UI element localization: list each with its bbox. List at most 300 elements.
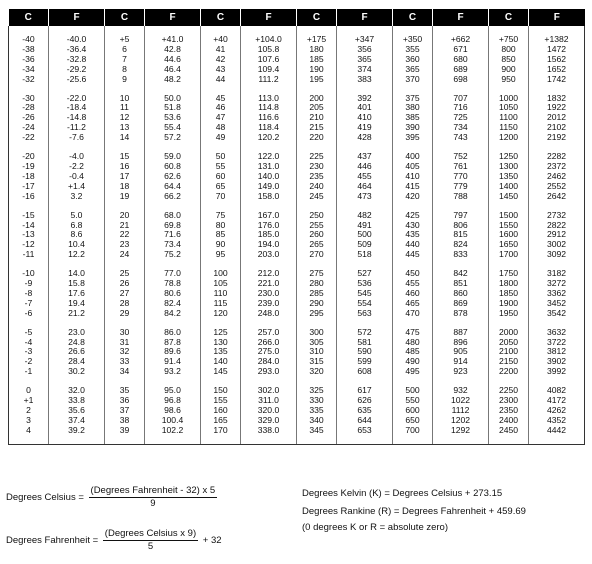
fahrenheit-cell: 140.0: [241, 172, 297, 182]
table-row: [9, 85, 585, 104]
fahrenheit-cell: 89.6: [145, 347, 201, 357]
fahrenheit-cell: 30.2: [49, 367, 105, 377]
celsius-cell: 300: [297, 319, 337, 338]
celsius-cell: 440: [393, 240, 433, 250]
celsius-cell: 48: [201, 123, 241, 133]
table-row: [9, 192, 585, 202]
celsius-cell: 245: [297, 192, 337, 202]
celsius-cell: -15: [9, 202, 49, 221]
table-row: [9, 55, 585, 65]
fahrenheit-cell: -4.0: [49, 143, 105, 162]
celsius-cell: 270: [297, 250, 337, 260]
celsius-cell: 38: [105, 416, 145, 426]
fahrenheit-cell: 2282: [529, 143, 585, 162]
celsius-cell: -3: [9, 347, 49, 357]
fahrenheit-cell: 2642: [529, 192, 585, 202]
fahrenheit-cell: 446: [337, 162, 393, 172]
celsius-cell: 305: [297, 338, 337, 348]
celsius-formula: [6, 485, 219, 510]
fahrenheit-cell: 761: [433, 162, 489, 172]
fahrenheit-cell: 8.6: [49, 230, 105, 240]
celsius-cell: 800: [489, 45, 529, 55]
celsius-cell: 47: [201, 113, 241, 123]
fahrenheit-cell: 896: [433, 338, 489, 348]
fahrenheit-cell: 212.0: [241, 260, 297, 279]
fahrenheit-cell: 374: [337, 65, 393, 75]
fahrenheit-cell: 44.6: [145, 55, 201, 65]
celsius-cell: 20: [105, 202, 145, 221]
celsius-cell: -19: [9, 162, 49, 172]
fahrenheit-cell: 2192: [529, 133, 585, 143]
celsius-cell: 2150: [489, 357, 529, 367]
celsius-cell: 17: [105, 172, 145, 182]
fahrenheit-cell: 383: [337, 75, 393, 85]
celsius-cell: 95: [201, 250, 241, 260]
fahrenheit-cell: 860: [433, 289, 489, 299]
celsius-cell: 255: [297, 221, 337, 231]
fahrenheit-cell: 248.0: [241, 309, 297, 319]
celsius-cell: -4: [9, 338, 49, 348]
fahrenheit-cell: -32.8: [49, 55, 105, 65]
fahrenheit-cell: 644: [337, 416, 393, 426]
header-cell: C: [9, 9, 49, 26]
celsius-cell: +750: [489, 26, 529, 45]
celsius-cell: 1800: [489, 279, 529, 289]
fahrenheit-cell: 788: [433, 192, 489, 202]
table-row: [9, 250, 585, 260]
fahrenheit-numerator: (Degrees Celsius x 9): [104, 528, 197, 539]
table-row: [9, 26, 585, 45]
celsius-cell: 0: [9, 377, 49, 396]
celsius-cell: 415: [393, 182, 433, 192]
celsius-cell: 400: [393, 143, 433, 162]
fahrenheit-cell: 82.4: [145, 299, 201, 309]
fahrenheit-cell: 1922: [529, 103, 585, 113]
table-spacer-cell: [201, 436, 241, 445]
fahrenheit-cell: 1562: [529, 55, 585, 65]
celsius-cell: 26: [105, 279, 145, 289]
celsius-cell: 25: [105, 260, 145, 279]
fahrenheit-cell: 131.0: [241, 162, 297, 172]
fahrenheit-cell: 329.0: [241, 416, 297, 426]
fahrenheit-cell: 48.2: [145, 75, 201, 85]
fahrenheit-cell: 37.4: [49, 416, 105, 426]
fahrenheit-cell: 302.0: [241, 377, 297, 396]
fahrenheit-cell: 93.2: [145, 367, 201, 377]
header-cell: C: [105, 9, 145, 26]
celsius-cell: 850: [489, 55, 529, 65]
fahrenheit-cell: 563: [337, 309, 393, 319]
fahrenheit-cell: 116.6: [241, 113, 297, 123]
celsius-cell: 390: [393, 123, 433, 133]
fahrenheit-cell: 464: [337, 182, 393, 192]
celsius-cell: 1500: [489, 202, 529, 221]
fahrenheit-cell: 2552: [529, 182, 585, 192]
fahrenheit-cell: 743: [433, 133, 489, 143]
celsius-cell: 490: [393, 357, 433, 367]
celsius-cell: 6: [105, 45, 145, 55]
celsius-cell: 460: [393, 289, 433, 299]
fahrenheit-cell: 66.2: [145, 192, 201, 202]
fahrenheit-cell: 95.0: [145, 377, 201, 396]
temperature-conversion-table: [8, 9, 585, 445]
celsius-cell: 260: [297, 230, 337, 240]
celsius-cell: 225: [297, 143, 337, 162]
celsius-cell: 34: [105, 367, 145, 377]
fahrenheit-cell: 851: [433, 279, 489, 289]
fahrenheit-cell: 5.0: [49, 202, 105, 221]
fahrenheit-cell: 158.0: [241, 192, 297, 202]
fahrenheit-cell: +347: [337, 26, 393, 45]
celsius-cell: -14: [9, 221, 49, 231]
fahrenheit-cell: 3.2: [49, 192, 105, 202]
celsius-cell: 36: [105, 396, 145, 406]
table-row: [9, 319, 585, 338]
celsius-cell: -18: [9, 172, 49, 182]
fahrenheit-cell: -25.6: [49, 75, 105, 85]
celsius-cell: 32: [105, 347, 145, 357]
fahrenheit-cell: 320.0: [241, 406, 297, 416]
fahrenheit-cell: 545: [337, 289, 393, 299]
celsius-cell: 19: [105, 192, 145, 202]
table-spacer-cell: [489, 436, 529, 445]
celsius-cell: 195: [297, 75, 337, 85]
celsius-denominator: 9: [150, 498, 156, 509]
fahrenheit-cell: 10.4: [49, 240, 105, 250]
celsius-cell: 41: [201, 45, 241, 55]
fahrenheit-cell: 2912: [529, 230, 585, 240]
celsius-cell: +350: [393, 26, 433, 45]
celsius-cell: 30: [105, 319, 145, 338]
celsius-cell: +1: [9, 396, 49, 406]
celsius-cell: +175: [297, 26, 337, 45]
fahrenheit-cell: 3542: [529, 309, 585, 319]
celsius-cell: -10: [9, 260, 49, 279]
fahrenheit-cell: 284.0: [241, 357, 297, 367]
celsius-cell: 42: [201, 55, 241, 65]
celsius-cell: 365: [393, 65, 433, 75]
celsius-cell: -40: [9, 26, 49, 45]
fahrenheit-cell: 3812: [529, 347, 585, 357]
fahrenheit-cell: 221.0: [241, 279, 297, 289]
celsius-cell: 37: [105, 406, 145, 416]
fahrenheit-cell: 105.8: [241, 45, 297, 55]
fahrenheit-cell: 509: [337, 240, 393, 250]
fahrenheit-cell: 60.8: [145, 162, 201, 172]
celsius-cell: 500: [393, 377, 433, 396]
fahrenheit-fraction: [103, 528, 198, 553]
fahrenheit-cell: 107.6: [241, 55, 297, 65]
fahrenheit-cell: 78.8: [145, 279, 201, 289]
fahrenheit-cell: 3452: [529, 299, 585, 309]
celsius-cell: 2100: [489, 347, 529, 357]
fahrenheit-cell: 842: [433, 260, 489, 279]
fahrenheit-cell: 111.2: [241, 75, 297, 85]
fahrenheit-cell: 815: [433, 230, 489, 240]
fahrenheit-cell: 3632: [529, 319, 585, 338]
fahrenheit-cell: 59.0: [145, 143, 201, 162]
fahrenheit-cell: 806: [433, 221, 489, 231]
celsius-cell: 1100: [489, 113, 529, 123]
fahrenheit-cell: 4352: [529, 416, 585, 426]
fahrenheit-cell: 2732: [529, 202, 585, 221]
fahrenheit-cell: 86.0: [145, 319, 201, 338]
fahrenheit-cell: 716: [433, 103, 489, 113]
fahrenheit-cell: 12.2: [49, 250, 105, 260]
celsius-cell: 465: [393, 299, 433, 309]
fahrenheit-cell: 707: [433, 85, 489, 104]
fahrenheit-cell: 32.0: [49, 377, 105, 396]
header-cell: F: [529, 9, 585, 26]
celsius-cell: -13: [9, 230, 49, 240]
celsius-cell: 1900: [489, 299, 529, 309]
fahrenheit-cell: 887: [433, 319, 489, 338]
fahrenheit-formula: [6, 528, 222, 553]
celsius-cell: +40: [201, 26, 241, 45]
table-spacer-cell: [49, 436, 105, 445]
fahrenheit-cell: 410: [337, 113, 393, 123]
fahrenheit-cell: 491: [337, 221, 393, 231]
fahrenheit-cell: 149.0: [241, 182, 297, 192]
celsius-cell: 43: [201, 65, 241, 75]
header-cell: F: [337, 9, 393, 26]
fahrenheit-cell: 28.4: [49, 357, 105, 367]
table-spacer-cell: [241, 436, 297, 445]
celsius-cell: 28: [105, 299, 145, 309]
celsius-cell: 8: [105, 65, 145, 75]
celsius-cell: 235: [297, 172, 337, 182]
celsius-cell: 110: [201, 289, 241, 299]
celsius-cell: -11: [9, 250, 49, 260]
rankine-formula: Degrees Rankine (R) = Degrees Fahrenheit + 459.69: [302, 506, 526, 517]
celsius-cell: -5: [9, 319, 49, 338]
celsius-cell: -1: [9, 367, 49, 377]
celsius-cell: 130: [201, 338, 241, 348]
celsius-cell: 450: [393, 260, 433, 279]
fahrenheit-cell: 779: [433, 182, 489, 192]
celsius-cell: 600: [393, 406, 433, 416]
fahrenheit-cell: +104.0: [241, 26, 297, 45]
celsius-cell: 410: [393, 172, 433, 182]
fahrenheit-cell: 698: [433, 75, 489, 85]
table-row: [9, 113, 585, 123]
celsius-cell: 125: [201, 319, 241, 338]
celsius-cell: -32: [9, 75, 49, 85]
fahrenheit-cell: 869: [433, 299, 489, 309]
table-spacer-cell: [105, 436, 145, 445]
fahrenheit-cell: 62.6: [145, 172, 201, 182]
fahrenheit-cell: -36.4: [49, 45, 105, 55]
celsius-cell: 33: [105, 357, 145, 367]
celsius-cell: 11: [105, 103, 145, 113]
celsius-cell: 280: [297, 279, 337, 289]
celsius-cell: 335: [297, 406, 337, 416]
fahrenheit-cell: 57.2: [145, 133, 201, 143]
celsius-numerator: (Degrees Fahrenheit - 32) x 5: [90, 485, 216, 496]
celsius-cell: 240: [297, 182, 337, 192]
fahrenheit-cell: 3992: [529, 367, 585, 377]
fahrenheit-cell: 473: [337, 192, 393, 202]
celsius-cell: 2250: [489, 377, 529, 396]
celsius-cell: 1950: [489, 309, 529, 319]
celsius-cell: 290: [297, 299, 337, 309]
fahrenheit-cell: 554: [337, 299, 393, 309]
fahrenheit-cell: 356: [337, 45, 393, 55]
fahrenheit-denominator: 5: [147, 541, 154, 552]
fahrenheit-formula-tail: + 32: [202, 535, 222, 547]
fahrenheit-cell: -0.4: [49, 172, 105, 182]
celsius-cell: -16: [9, 192, 49, 202]
celsius-cell: 425: [393, 202, 433, 221]
celsius-cell: 360: [393, 55, 433, 65]
fahrenheit-cell: 73.4: [145, 240, 201, 250]
celsius-cell: 16: [105, 162, 145, 172]
fahrenheit-cell: 2822: [529, 221, 585, 231]
fahrenheit-cell: 102.2: [145, 426, 201, 436]
fahrenheit-cell: 824: [433, 240, 489, 250]
fahrenheit-cell: 55.4: [145, 123, 201, 133]
fahrenheit-cell: 752: [433, 143, 489, 162]
celsius-cell: 395: [393, 133, 433, 143]
fahrenheit-cell: 230.0: [241, 289, 297, 299]
fahrenheit-formula-label: Degrees Fahrenheit =: [6, 535, 99, 547]
celsius-cell: 1750: [489, 260, 529, 279]
celsius-cell: -34: [9, 65, 49, 75]
fahrenheit-cell: 680: [433, 55, 489, 65]
fahrenheit-cell: 239.0: [241, 299, 297, 309]
fahrenheit-cell: 257.0: [241, 319, 297, 338]
celsius-cell: 45: [201, 85, 241, 104]
celsius-cell: 485: [393, 347, 433, 357]
celsius-cell: 80: [201, 221, 241, 231]
celsius-cell: 1450: [489, 192, 529, 202]
celsius-cell: 1400: [489, 182, 529, 192]
fahrenheit-cell: 770: [433, 172, 489, 182]
table-spacer-cell: [297, 436, 337, 445]
celsius-cell: 35: [105, 377, 145, 396]
celsius-cell: 495: [393, 367, 433, 377]
celsius-cell: -17: [9, 182, 49, 192]
fahrenheit-cell: 2372: [529, 162, 585, 172]
celsius-cell: 22: [105, 230, 145, 240]
table-row: [9, 75, 585, 85]
fahrenheit-cell: 98.6: [145, 406, 201, 416]
celsius-cell: 345: [297, 426, 337, 436]
table-spacer-cell: [145, 436, 201, 445]
celsius-cell: 330: [297, 396, 337, 406]
kelvin-formula: Degrees Kelvin (K) = Degrees Celsius + 273.15: [302, 488, 503, 499]
fahrenheit-cell: 734: [433, 123, 489, 133]
fahrenheit-cell: 176.0: [241, 221, 297, 231]
celsius-cell: 205: [297, 103, 337, 113]
celsius-cell: 60: [201, 172, 241, 182]
table-row: [9, 367, 585, 377]
celsius-cell: 24: [105, 250, 145, 260]
fahrenheit-cell: 572: [337, 319, 393, 338]
celsius-cell: 340: [297, 416, 337, 426]
celsius-cell: 2000: [489, 319, 529, 338]
fahrenheit-cell: 4172: [529, 396, 585, 406]
fahrenheit-cell: 2102: [529, 123, 585, 133]
celsius-cell: 295: [297, 309, 337, 319]
celsius-cell: 49: [201, 133, 241, 143]
celsius-cell: 180: [297, 45, 337, 55]
fahrenheit-cell: -29.2: [49, 65, 105, 75]
celsius-cell: -7: [9, 299, 49, 309]
header-cell: F: [145, 9, 201, 26]
fahrenheit-cell: 167.0: [241, 202, 297, 221]
celsius-cell: 23: [105, 240, 145, 250]
celsius-cell: 9: [105, 75, 145, 85]
table-spacer-cell: [433, 436, 489, 445]
celsius-cell: 325: [297, 377, 337, 396]
fahrenheit-cell: 2012: [529, 113, 585, 123]
fahrenheit-cell: 87.8: [145, 338, 201, 348]
celsius-cell: -24: [9, 123, 49, 133]
celsius-cell: -28: [9, 103, 49, 113]
celsius-cell: 475: [393, 319, 433, 338]
celsius-cell: 1350: [489, 172, 529, 182]
fahrenheit-cell: 1832: [529, 85, 585, 104]
fahrenheit-cell: 23.0: [49, 319, 105, 338]
celsius-cell: -36: [9, 55, 49, 65]
fahrenheit-cell: 114.8: [241, 103, 297, 113]
fahrenheit-cell: -2.2: [49, 162, 105, 172]
celsius-cell: 315: [297, 357, 337, 367]
celsius-cell: 29: [105, 309, 145, 319]
fahrenheit-cell: 1112: [433, 406, 489, 416]
fahrenheit-cell: 26.6: [49, 347, 105, 357]
celsius-cell: 950: [489, 75, 529, 85]
fahrenheit-cell: 3722: [529, 338, 585, 348]
celsius-cell: -12: [9, 240, 49, 250]
fahrenheit-cell: 68.0: [145, 202, 201, 221]
fahrenheit-cell: 39.2: [49, 426, 105, 436]
fahrenheit-cell: 419: [337, 123, 393, 133]
celsius-cell: 185: [297, 55, 337, 65]
table-row: [9, 103, 585, 113]
fahrenheit-cell: 311.0: [241, 396, 297, 406]
celsius-cell: 1700: [489, 250, 529, 260]
fahrenheit-cell: 96.8: [145, 396, 201, 406]
fahrenheit-cell: 1292: [433, 426, 489, 436]
header-cell: C: [489, 9, 529, 26]
fahrenheit-cell: 53.6: [145, 113, 201, 123]
celsius-cell: 435: [393, 230, 433, 240]
fahrenheit-cell: 4262: [529, 406, 585, 416]
celsius-cell: 455: [393, 279, 433, 289]
celsius-cell: 1300: [489, 162, 529, 172]
fahrenheit-cell: 42.8: [145, 45, 201, 55]
fahrenheit-cell: 923: [433, 367, 489, 377]
fahrenheit-cell: 80.6: [145, 289, 201, 299]
table-row: [9, 309, 585, 319]
celsius-cell: 200: [297, 85, 337, 104]
celsius-cell: 215: [297, 123, 337, 133]
fahrenheit-cell: -40.0: [49, 26, 105, 45]
fahrenheit-cell: 19.4: [49, 299, 105, 309]
fahrenheit-cell: 4442: [529, 426, 585, 436]
celsius-cell: 120: [201, 309, 241, 319]
celsius-cell: 385: [393, 113, 433, 123]
fahrenheit-cell: 120.2: [241, 133, 297, 143]
celsius-cell: -22: [9, 133, 49, 143]
celsius-cell: -2: [9, 357, 49, 367]
celsius-cell: 265: [297, 240, 337, 250]
fahrenheit-cell: 797: [433, 202, 489, 221]
celsius-cell: 140: [201, 357, 241, 367]
header-cell: C: [297, 9, 337, 26]
